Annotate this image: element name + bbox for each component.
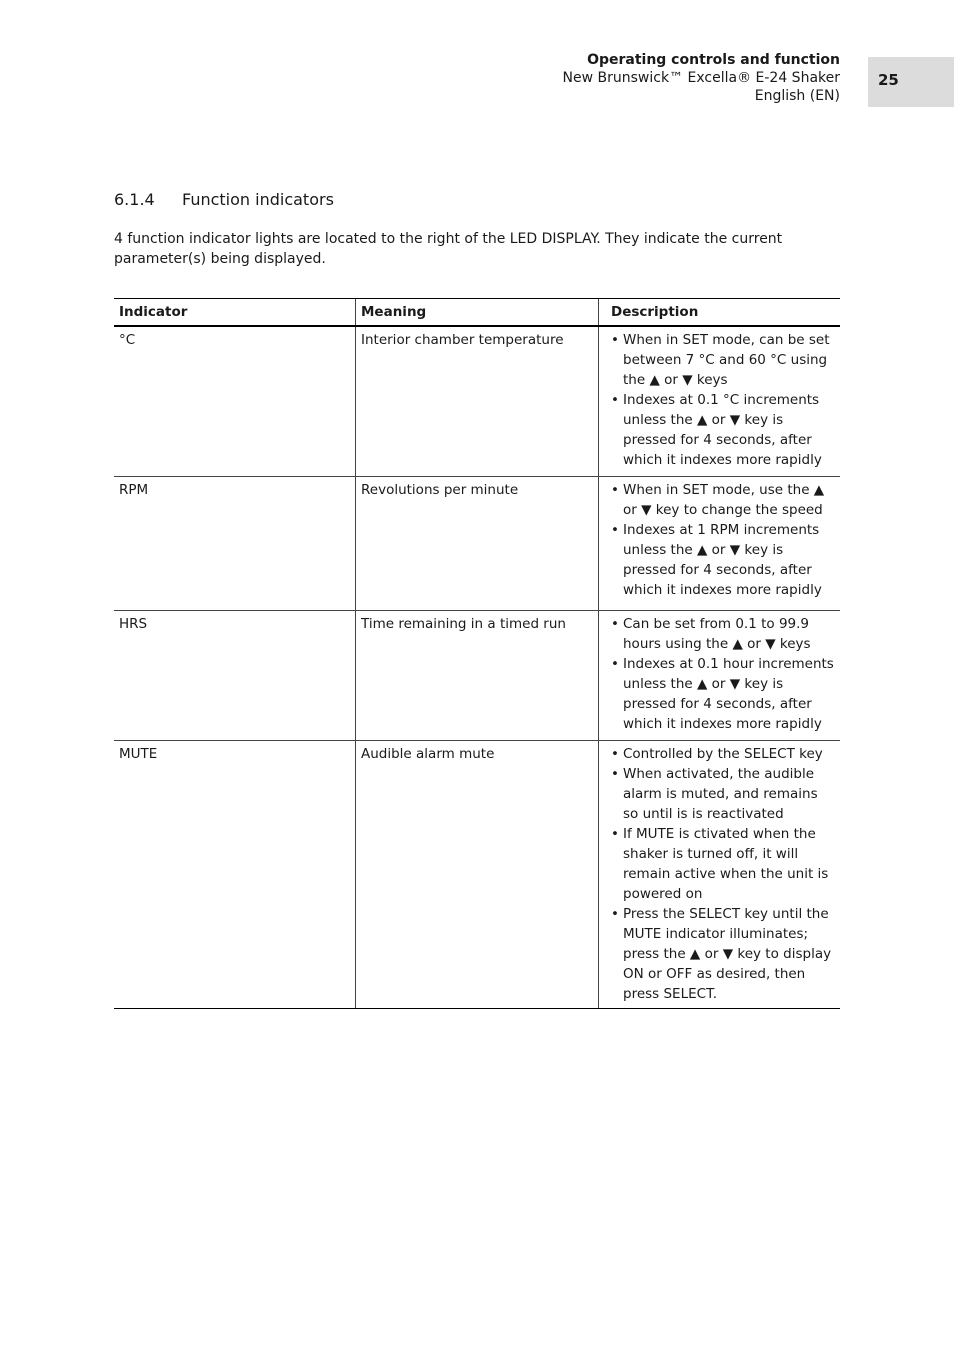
product-name: New Brunswick™ Excella® E-24 Shaker	[562, 70, 840, 86]
list-item: • When in SET mode, use the ▲ or ▼ key to change the speed	[611, 482, 825, 518]
list-item: • When in SET mode, can be set between 7 °C and 60 °C using the ▲ or ▼ keys	[611, 332, 830, 388]
header-meaning: Meaning	[355, 299, 598, 325]
meaning-cell: Audible alarm mute	[355, 741, 598, 1008]
list-item: • Indexes at 0.1 °C increments unless the ▲ or ▼ key is pressed for 4 seconds, after which it indexes more rapidly	[611, 392, 822, 468]
indicator-cell: HRS	[119, 616, 148, 632]
list-item: • When activated, the audible alarm is muted, and remains so until is is reactivated	[611, 766, 818, 822]
language-label: English (EN)	[754, 88, 840, 104]
table-row	[114, 741, 840, 1009]
page-header	[563, 51, 840, 105]
meaning-cell: Time remaining in a timed run	[355, 611, 598, 740]
meaning-cell: Revolutions per minute	[355, 477, 598, 610]
list-item: • Press the SELECT key until the MUTE indicator illuminates; press the ▲ or ▼ key to display ON or OFF as desired, then press SELECT.	[611, 906, 832, 1002]
indicator-cell: MUTE	[119, 746, 158, 762]
header-indicator: Indicator	[119, 304, 188, 320]
table-row	[114, 611, 840, 741]
meaning-cell: Interior chamber temperature	[355, 327, 598, 476]
table-row	[114, 477, 840, 611]
intro-paragraph: 4 function indicator lights are located to the right of the LED DISPLAY. They indicate the current parameter(s) being displayed.	[114, 231, 783, 267]
table-row	[114, 327, 840, 477]
list-item: • Controlled by the SELECT key	[611, 746, 823, 762]
header-description: Description	[598, 299, 840, 325]
description-cell	[598, 477, 840, 610]
function-indicators-table	[114, 298, 840, 1009]
list-item: • Indexes at 1 RPM increments unless the ▲ or ▼ key is pressed for 4 seconds, after which it indexes more rapidly	[611, 522, 822, 598]
list-item: • Indexes at 0.1 hour increments unless the ▲ or ▼ key is pressed for 4 seconds, after which it indexes more rapidly	[611, 656, 834, 732]
description-cell	[598, 611, 840, 740]
list-item: • If MUTE is ctivated when the shaker is turned off, it will remain active when the unit is powered on	[611, 826, 829, 902]
list-item: • Can be set from 0.1 to 99.9 hours using the ▲ or ▼ keys	[611, 616, 811, 652]
chapter-title: Operating controls and function	[587, 52, 840, 68]
indicator-cell: RPM	[119, 482, 149, 498]
page-number: 25	[868, 57, 954, 107]
table-header	[114, 298, 840, 327]
description-cell	[598, 741, 840, 1008]
section-number: 6.1.4	[114, 190, 155, 209]
section-heading	[114, 190, 334, 209]
section-title: Function indicators	[182, 190, 334, 209]
description-cell	[598, 327, 840, 476]
indicator-cell: °C	[119, 332, 136, 348]
